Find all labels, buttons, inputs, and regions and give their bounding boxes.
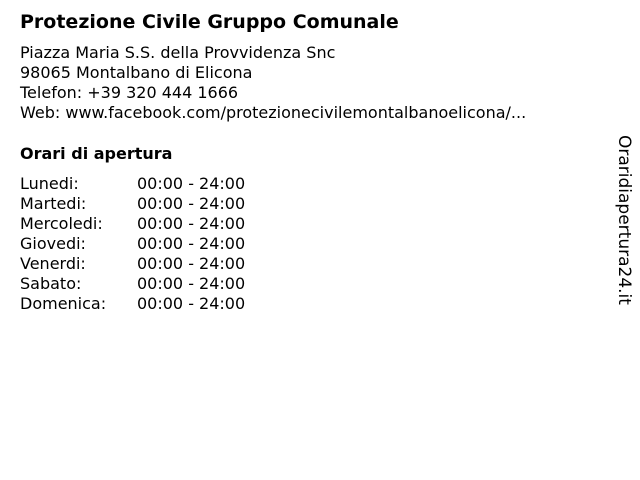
time-range: 00:00 - 24:00 bbox=[137, 274, 246, 293]
site-brand-watermark: Oraridiapertura24.it bbox=[614, 135, 634, 305]
day-label: Venerdi: bbox=[20, 254, 86, 273]
time-range: 00:00 - 24:00 bbox=[137, 254, 246, 273]
opening-hours-list bbox=[20, 174, 245, 314]
day-label: Lunedi: bbox=[20, 174, 79, 193]
hours-row-friday bbox=[20, 254, 245, 274]
business-name: Protezione Civile Gruppo Comunale bbox=[20, 11, 399, 33]
time-range: 00:00 - 24:00 bbox=[137, 194, 246, 213]
hours-row-wednesday bbox=[20, 214, 245, 234]
time-range: 00:00 - 24:00 bbox=[137, 294, 246, 313]
hours-row-tuesday bbox=[20, 194, 245, 214]
opening-hours-heading: Orari di apertura bbox=[20, 144, 173, 163]
day-label: Sabato: bbox=[20, 274, 82, 293]
day-label: Martedi: bbox=[20, 194, 87, 213]
business-info bbox=[20, 43, 526, 123]
address-line-city: 98065 Montalbano di Elicona bbox=[20, 63, 253, 82]
address-line-street: Piazza Maria S.S. della Provvidenza Snc bbox=[20, 43, 336, 62]
hours-row-saturday bbox=[20, 274, 245, 294]
website-link[interactable]: Web: www.facebook.com/protezionecivilemontalbanoelicona/... bbox=[20, 103, 527, 122]
day-label: Domenica: bbox=[20, 294, 107, 313]
hours-row-monday bbox=[20, 174, 245, 194]
day-label: Giovedi: bbox=[20, 234, 86, 253]
day-label: Mercoledi: bbox=[20, 214, 103, 233]
hours-row-sunday bbox=[20, 294, 245, 314]
phone-number[interactable]: Telefon: +39 320 444 1666 bbox=[20, 83, 239, 102]
time-range: 00:00 - 24:00 bbox=[137, 214, 246, 233]
time-range: 00:00 - 24:00 bbox=[137, 174, 246, 193]
hours-row-thursday bbox=[20, 234, 245, 254]
time-range: 00:00 - 24:00 bbox=[137, 234, 246, 253]
